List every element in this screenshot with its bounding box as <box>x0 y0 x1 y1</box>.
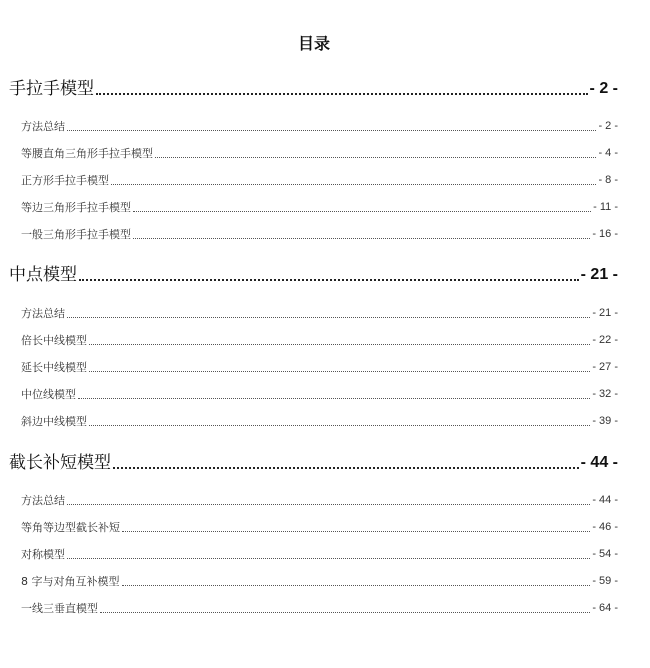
dot-leader <box>122 531 590 532</box>
toc-entry-title: 倍长中线模型 <box>21 334 87 347</box>
dot-leader <box>67 558 590 559</box>
toc-entry[interactable] <box>21 546 618 562</box>
toc-entry-page: - 4 - <box>598 147 618 159</box>
dot-leader <box>67 130 596 131</box>
toc-entry-title: 一般三角形手拉手模型 <box>21 228 131 241</box>
toc-title: 目录 <box>297 34 330 53</box>
toc-section-page: - 2 - <box>589 80 618 97</box>
dot-leader <box>67 317 590 318</box>
dot-leader <box>100 612 590 613</box>
toc-section-title: 手拉手模型 <box>9 79 94 99</box>
dot-leader <box>113 467 579 469</box>
dot-leader <box>96 93 588 95</box>
toc-section-2[interactable] <box>9 262 618 286</box>
toc-entry-title: 等角等边型截长补短 <box>21 521 120 534</box>
toc-entry[interactable] <box>21 600 618 616</box>
toc-entry[interactable] <box>21 118 618 134</box>
dot-leader <box>79 279 579 281</box>
toc-entry-title: 斜边中线模型 <box>21 415 87 428</box>
toc-section-page: - 44 - <box>580 454 618 471</box>
toc-entry-title: 方法总结 <box>21 307 65 320</box>
toc-section-1[interactable] <box>9 76 618 100</box>
toc-entry[interactable] <box>21 305 618 321</box>
toc-entry[interactable] <box>21 199 618 215</box>
toc-entry-page: - 39 - <box>592 415 618 427</box>
dot-leader <box>89 344 590 345</box>
toc-entry-title: 等边三角形手拉手模型 <box>21 201 131 214</box>
toc-section-title: 中点模型 <box>9 265 77 285</box>
toc-entry-page: - 11 - <box>593 201 618 213</box>
toc-entry-page: - 59 - <box>592 575 618 587</box>
toc-entry[interactable] <box>21 492 618 508</box>
toc-entry-page: - 54 - <box>592 548 618 560</box>
toc-entry-title: 等腰直角三角形手拉手模型 <box>21 147 153 160</box>
toc-entry-page: - 21 - <box>592 307 618 319</box>
dot-leader <box>89 371 590 372</box>
toc-entry-title: 一线三垂直模型 <box>21 602 98 615</box>
toc-entry[interactable] <box>21 413 618 429</box>
toc-entry[interactable] <box>21 386 618 402</box>
dot-leader <box>155 157 596 158</box>
dot-leader <box>67 504 590 505</box>
toc-entry[interactable] <box>21 172 618 188</box>
toc-entry[interactable] <box>21 332 618 348</box>
toc-entry-title: 正方形手拉手模型 <box>21 174 109 187</box>
toc-entry[interactable] <box>21 573 618 589</box>
toc-entry-page: - 46 - <box>592 521 618 533</box>
toc-section-3[interactable] <box>9 450 618 474</box>
toc-entry-title: 方法总结 <box>21 120 65 133</box>
toc-entry[interactable] <box>21 359 618 375</box>
toc-section-title: 截长补短模型 <box>9 453 111 473</box>
dot-leader <box>78 398 590 399</box>
toc-entry-page: - 8 - <box>598 174 618 186</box>
toc-section-page: - 21 - <box>580 266 618 283</box>
toc-entry-page: - 22 - <box>592 334 618 346</box>
dot-leader <box>133 238 590 239</box>
toc-entry[interactable] <box>21 145 618 161</box>
toc-entry-title: 对称模型 <box>21 548 65 561</box>
toc-entry-page: - 16 - <box>592 228 618 240</box>
dot-leader <box>122 585 591 586</box>
toc-entry-page: - 2 - <box>598 120 618 132</box>
toc-entry-page: - 64 - <box>592 602 618 614</box>
toc-entry[interactable] <box>21 226 618 242</box>
dot-leader <box>89 425 590 426</box>
toc-entry-page: - 27 - <box>592 361 618 373</box>
toc-entry-page: - 32 - <box>592 388 618 400</box>
dot-leader <box>133 211 591 212</box>
toc-entry-title: 8 字与对角互补模型 <box>21 575 120 588</box>
toc-entry-title: 中位线模型 <box>21 388 76 401</box>
dot-leader <box>111 184 596 185</box>
toc-entry-title: 延长中线模型 <box>21 361 87 374</box>
toc-entry-title: 方法总结 <box>21 494 65 507</box>
toc-entry[interactable] <box>21 519 618 535</box>
toc-entry-page: - 44 - <box>592 494 618 506</box>
